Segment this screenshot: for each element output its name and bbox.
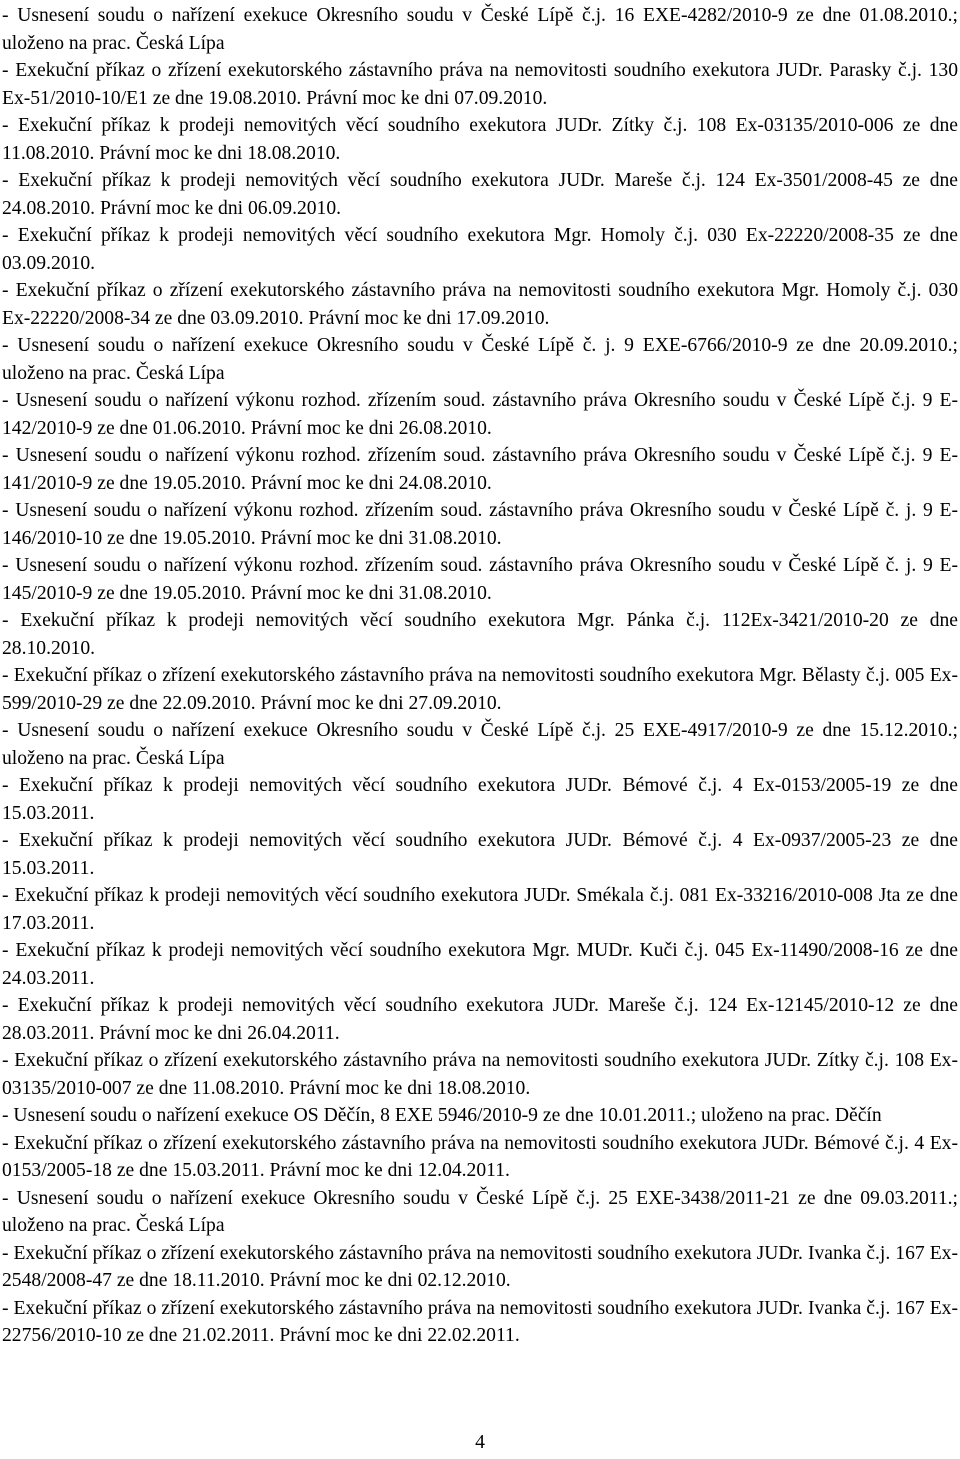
list-item: - Exekuční příkaz o zřízení exekutorského zástavního práva na nemovitosti soudního exekutora JUDr. Parasky č.j. 130 Ex-51/2010-10/E1 ze dne 19.08.2010. Právní moc ke dni 07.09.2010. [2,60,958,109]
list-item: - Exekuční příkaz k prodeji nemovitých věcí soudního exekutora JUDr. Smékala č.j. 081 Ex-33216/2010-008 Jta ze dne 17.03.2011. [2,885,958,934]
list-item: - Exekuční příkaz o zřízení exekutorského zástavního práva na nemovitosti soudního exekutora JUDr. Ivanka č.j. 167 Ex-22756/2010-10 ze dne 21.02.2011. Právní moc ke dni 22.02.2011. [2,1297,958,1346]
entry-list [2,2,958,1350]
page-number: 4 [475,1432,485,1453]
list-item: - Usnesení soudu o nařízení výkonu rozhod. zřízením soud. zástavního práva Okresního soudu v České Lípě č.j. 9 E-141/2010-9 ze dne 19.05.2010. Právní moc ke dni 24.08.2010. [2,445,958,494]
list-item: - Usnesení soudu o nařízení výkonu rozhod. zřízením soud. zástavního práva Okresního soudu v České Lípě č. j. 9 E-145/2010-9 ze dne 19.05.2010. Právní moc ke dni 31.08.2010. [2,555,958,604]
list-item: - Exekuční příkaz k prodeji nemovitých věcí soudního exekutora Mgr. Homoly č.j. 030 Ex-22220/2008-35 ze dne 03.09.2010. [2,225,958,274]
list-item: - Exekuční příkaz o zřízení exekutorského zástavního práva na nemovitosti soudního exekutora Mgr. Homoly č.j. 030 Ex-22220/2008-34 ze dne 03.09.2010. Právní moc ke dni 17.09.2010. [2,280,958,329]
list-item: - Exekuční příkaz k prodeji nemovitých věcí soudního exekutora Mgr. Pánka č.j. 112Ex-3421/2010-20 ze dne 28.10.2010. [2,610,958,659]
list-item: - Exekuční příkaz k prodeji nemovitých věcí soudního exekutora JUDr. Bémové č.j. 4 Ex-0937/2005-23 ze dne 15.03.2011. [2,830,958,879]
list-item: - Exekuční příkaz k prodeji nemovitých věcí soudního exekutora Mgr. MUDr. Kuči č.j. 045 Ex-11490/2008-16 ze dne 24.03.2011. [2,940,958,989]
list-item: - Usnesení soudu o nařízení výkonu rozhod. zřízením soud. zástavního práva Okresního soudu v České Lípě č. j. 9 E-146/2010-10 ze dne 19.05.2010. Právní moc ke dni 31.08.2010. [2,500,958,549]
list-item: - Usnesení soudu o nařízení výkonu rozhod. zřízením soud. zástavního práva Okresního soudu v České Lípě č.j. 9 E-142/2010-9 ze dne 01.06.2010. Právní moc ke dni 26.08.2010. [2,390,958,439]
list-item: - Usnesení soudu o nařízení exekuce Okresního soudu v České Lípě č.j. 25 EXE-3438/2011-21 ze dne 09.03.2011.; uloženo na prac. Česká Lípa [2,1187,958,1236]
list-item: - Exekuční příkaz o zřízení exekutorského zástavního práva na nemovitosti soudního exekutora JUDr. Zítky č.j. 108 Ex-03135/2010-007 ze dne 11.08.2010. Právní moc ke dni 18.08.2010. [2,1050,958,1099]
list-item: - Usnesení soudu o nařízení exekuce Okresního soudu v České Lípě č.j. 16 EXE-4282/2010-9 ze dne 01.08.2010.; uloženo na prac. Česká Lípa [2,5,958,54]
list-item: - Exekuční příkaz o zřízení exekutorského zástavního práva na nemovitosti soudního exekutora JUDr. Ivanka č.j. 167 Ex-2548/2008-47 ze dne 18.11.2010. Právní moc ke dni 02.12.2010. [2,1242,958,1291]
list-item: - Exekuční příkaz o zřízení exekutorského zástavního práva na nemovitosti soudního exekutora Mgr. Bělasty č.j. 005 Ex-599/2010-29 ze dne 22.09.2010. Právní moc ke dni 27.09.2010. [2,665,958,714]
list-item: - Exekuční příkaz k prodeji nemovitých věcí soudního exekutora JUDr. Zítky č.j. 108 Ex-03135/2010-006 ze dne 11.08.2010. Právní moc ke dni 18.08.2010. [2,115,958,164]
list-item: - Exekuční příkaz k prodeji nemovitých věcí soudního exekutora JUDr. Mareše č.j. 124 Ex-3501/2008-45 ze dne 24.08.2010. Právní moc ke dni 06.09.2010. [2,170,958,219]
list-item: - Exekuční příkaz o zřízení exekutorského zástavního práva na nemovitosti soudního exekutora JUDr. Bémové č.j. 4 Ex-0153/2005-18 ze dne 15.03.2011. Právní moc ke dni 12.04.2011. [2,1132,958,1181]
list-item: - Usnesení soudu o nařízení exekuce Okresního soudu v České Lípě č.j. 25 EXE-4917/2010-9 ze dne 15.12.2010.; uloženo na prac. Česká Lípa [2,720,958,769]
list-item: - Exekuční příkaz k prodeji nemovitých věcí soudního exekutora JUDr. Bémové č.j. 4 Ex-0153/2005-19 ze dne 15.03.2011. [2,775,958,824]
list-item: - Usnesení soudu o nařízení exekuce OS Děčín, 8 EXE 5946/2010-9 ze dne 10.01.2011.; uloženo na prac. Děčín [2,1105,882,1126]
list-item: - Exekuční příkaz k prodeji nemovitých věcí soudního exekutora JUDr. Mareše č.j. 124 Ex-12145/2010-12 ze dne 28.03.2011. Právní moc ke dni 26.04.2011. [2,995,958,1044]
list-item: - Usnesení soudu o nařízení exekuce Okresního soudu v České Lípě č. j. 9 EXE-6766/2010-9 ze dne 20.09.2010.; uloženo na prac. Česká Lípa [2,335,958,384]
